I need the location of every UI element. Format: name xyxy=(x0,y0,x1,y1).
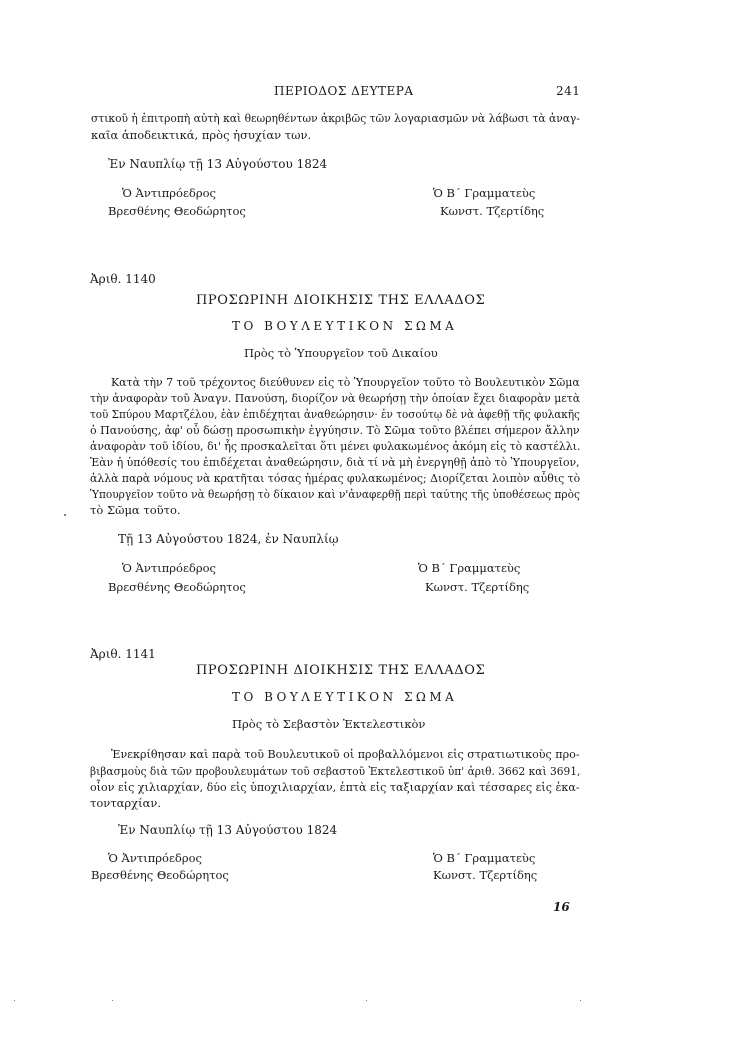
doc-1140-line-9: τὸ Σῶμα τοῦτο. xyxy=(90,503,181,517)
scan-speck xyxy=(14,1000,15,1001)
doc-1141-body-title: ΤΟ ΒΟΥΛΕΥΤΙΚΟΝ ΣΩΜΑ xyxy=(232,690,458,704)
doc-1141-line-1: Ἐνεκρίθησαν καὶ παρὰ τοῦ Βουλευτικοῦ οἱ προβαλλόμενοι εἰς στρατιωτικοὺς προ- xyxy=(111,747,580,761)
doc-1140-title: ΠΡΟΣΩΡΙΝΗ ΔΙΟΙΚΗΣΙΣ ΤΗΣ ΕΛΛΑΔΟΣ xyxy=(196,293,486,308)
doc-1141-number: Ἀριθ. 1141 xyxy=(90,647,156,661)
scan-speck xyxy=(580,1000,581,1001)
intro-sig-left-name: Βρεσθένης Θεοδώρητος xyxy=(108,204,246,218)
doc-1141-sig-right-title: Ὁ Β΄ Γραμματεὺς xyxy=(433,851,536,865)
intro-sig-right-name: Κωνστ. Τζερτίδης xyxy=(440,204,545,218)
doc-1140-number: Ἀριθ. 1140 xyxy=(90,272,156,286)
doc-1141-sig-left-name: Βρεσθένης Θεοδώρητος xyxy=(91,868,229,882)
doc-1141-sig-left-title: Ὁ Ἀντιπρόεδρος xyxy=(108,851,202,865)
scan-speck xyxy=(366,1000,367,1001)
doc-1141-date: Ἐν Ναυπλίῳ τῇ 13 Αὐγούστου 1824 xyxy=(118,823,338,837)
doc-1141-addressee: Πρὸς τὸ Σεβαστὸν Ἐκτελεστικὸν xyxy=(232,717,426,731)
doc-1140-addressee: Πρὸς τὸ Ὑπουργεῖον τοῦ Δικαίου xyxy=(244,346,438,360)
doc-1140-line-4: ὁ Πανούσης, ἀφ' οὗ δώσῃ προσωπικὴν ἐγγύησιν. Τὸ Σῶμα τοῦτο βλέπει σήμερον ἄλλην xyxy=(90,423,580,437)
signature-mark: 16 xyxy=(553,900,570,914)
doc-1141-line-3: οἷον εἰς χιλιαρχίαν, δύο εἰς ὑποχιλιαρχίαν, ἑπτὰ εἰς ταξιαρχίαν καὶ τέσσαρες εἰς ἑκα- xyxy=(90,780,580,794)
doc-1140-line-5: ἀναφορὰν τοῦ ἰδίου, δι' ἧς προσκαλεῖται ὅτι μένει φυλακωμένος ἀκόμη εἰς τὸ καστέλλι. xyxy=(90,439,581,453)
doc-1140-line-1: Κατὰ τὴν 7 τοῦ τρέχοντος διεύθυνεν εἰς τὸ Ὑπουργεῖον τοῦτο τὸ Βουλευτικὸν Σῶμα xyxy=(111,375,580,389)
page-number: 241 xyxy=(556,84,581,98)
doc-1140-body-title: ΤΟ ΒΟΥΛΕΥΤΙΚΟΝ ΣΩΜΑ xyxy=(232,319,458,333)
doc-1141-title: ΠΡΟΣΩΡΙΝΗ ΔΙΟΙΚΗΣΙΣ ΤΗΣ ΕΛΛΑΔΟΣ xyxy=(196,663,486,678)
doc-1141-line-2: βιβασμοὺς διὰ τῶν προβουλευμάτων τοῦ σεβαστοῦ Ἐκτελεστικοῦ ὑπ' ἀριθ. 3662 καὶ 3691, xyxy=(90,764,581,778)
scan-speck xyxy=(112,1000,113,1001)
margin-mark xyxy=(64,514,66,516)
doc-1141-line-4: τονταρχίαν. xyxy=(90,796,162,810)
doc-1141-sig-right-name: Κωνστ. Τζερτίδης xyxy=(433,868,538,882)
doc-1140-sig-right-name: Κωνστ. Τζερτίδης xyxy=(425,580,530,594)
intro-date: Ἐν Ναυπλίῳ τῇ 13 Αὐγούστου 1824 xyxy=(108,157,328,171)
doc-1140-line-3: τοῦ Σπύρου Μαρτζέλου, ἐὰν ἐπιδέχηται ἀναθεώρησιν· ἐν τοσούτῳ δὲ νὰ ἀφεθῇ τῆς φυλακῆς xyxy=(90,407,580,421)
intro-line-1: στικοῦ ἡ ἐπιτροπὴ αὐτὴ καὶ θεωρηθέντων ἀκριβῶς τῶν λογαριασμῶν νὰ λάβωσι τὰ ἀναγ- xyxy=(91,111,580,125)
doc-1140-sig-right-title: Ὁ Β΄ Γραμματεὺς xyxy=(418,561,521,575)
intro-sig-right-title: Ὁ Β΄ Γραμματεὺς xyxy=(433,186,536,200)
doc-1140-line-8: Ὑπουργεῖον τοῦτο νὰ θεωρήσῃ τὸ δίκαιον καὶ ν'ἀναφερθῇ περὶ ταύτης τῆς ὑποθέσεως πρὸς xyxy=(90,487,580,501)
doc-1140-sig-left-name: Βρεσθένης Θεοδώρητος xyxy=(108,580,246,594)
doc-1140-line-6: Ἐὰν ἡ ὑπόθεσίς του ἐπιδέχεται ἀναθεώρησιν, διὰ τί νὰ μὴ ἐνεργηθῇ ἀπὸ τὸ Ὑπουργεῖον, xyxy=(90,455,580,469)
intro-line-2: καῖα ἀποδεικτικά, πρὸς ἡσυχίαν των. xyxy=(91,128,312,142)
doc-1140-sig-left-title: Ὁ Ἀντιπρόεδρος xyxy=(122,561,216,575)
doc-1140-line-2: τὴν ἀναφορὰν τοῦ Ἀναγν. Πανούση, διορίζον νὰ θεωρήσῃ τὴν ὁποίαν ἔχει διαφορὰν μετὰ xyxy=(90,391,581,405)
doc-1140-date: Τῇ 13 Αὐγούστου 1824, ἐν Ναυπλίῳ xyxy=(118,532,339,546)
intro-sig-left-title: Ὁ Ἀντιπρόεδρος xyxy=(122,186,216,200)
doc-1140-line-7: ἀλλὰ παρὰ νόμους νὰ κρατῆται τόσας ἡμέρας φυλακωμένος; Διορίζεται λοιπὸν αὖθις τὸ xyxy=(90,471,581,485)
running-header-title: ΠΕΡΙΟΔΟΣ ΔΕΥΤΕΡΑ xyxy=(274,84,414,98)
